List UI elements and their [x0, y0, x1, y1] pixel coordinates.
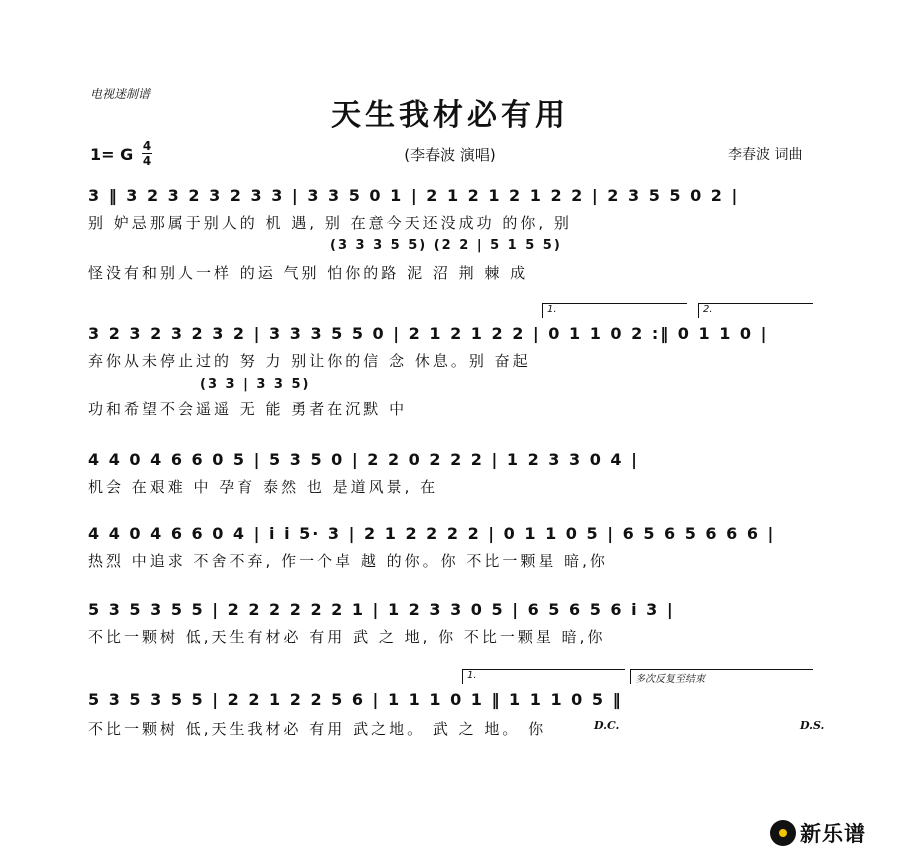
time-bottom: 4 [142, 154, 152, 168]
lyric-line-2b: 功和希望不会遥遥 无 能 勇者在沉默 中 [88, 400, 408, 418]
notation-line-4: 4 4 0 4 6 6 0 4 | i i 5· 3 | 2 1 2 2 2 2 | 0 1 1 0 5 | 6 5 6 5 6 6 6 | [88, 524, 776, 543]
time-top: 4 [142, 139, 152, 153]
volta-1-system-2: 1. [542, 303, 687, 318]
lyric-line-3: 机会 在艰难 中 孕育 泰然 也 是道风景, 在 [88, 478, 439, 496]
key-signature: 1= G [90, 145, 134, 164]
lyric-line-2a: 弃你从未停止过的 努 力 别让你的信 念 休息。别 奋起 [88, 352, 531, 370]
author-credit: 李春波 词曲 [728, 147, 803, 163]
logo-text: 新乐谱 [800, 822, 866, 846]
lyric-line-5: 不比一颗树 低,天生有材必 有用 武 之 地, 你 不比一颗星 暗,你 [88, 628, 606, 646]
volta-1-system-6: 1. [462, 669, 625, 684]
notation-line-3: 4 4 0 4 6 6 0 5 | 5 3 5 0 | 2 2 0 2 2 2 | 1 2 3 3 0 4 | [88, 450, 639, 469]
source-tag: 电视迷制谱 [90, 87, 151, 101]
lyric-line-6: 不比一颗树 低,天生我材必 有用 武之地。 武 之 地。 你 [88, 720, 547, 738]
dc-marking: D.C. [594, 719, 620, 732]
notation-line-6: 5 3 5 3 5 5 | 2 2 1 2 2 5 6 | 1 1 1 0 1 ‖ 1 1 1 0 5 ‖ [88, 690, 623, 709]
lyric-line-1b: 怪没有和别人一样 的运 气别 怕你的路 泥 沼 荆 棘 成 [88, 264, 529, 282]
song-title: 天生我材必有用 [331, 98, 569, 133]
notation-line-2: 3 2 3 2 3 2 3 2 | 3 3 3 5 5 0 | 2 1 2 1 2 2 | 0 1 1 0 2 :‖ 0 1 1 0 | [88, 324, 769, 343]
ds-marking: D.S. [800, 719, 825, 732]
volta-2-system-2: 2. [698, 303, 813, 318]
notation-line-1: 3 ‖ 3 2 3 2 3 2 3 3 | 3 3 5 0 1 | 2 1 2 1 2 1 2 2 | 2 3 5 5 0 2 | [88, 186, 740, 205]
repeat-note: 多次反复至结束 [630, 669, 813, 684]
site-logo [770, 818, 866, 848]
singer-credit: (李春波 演唱) [404, 146, 496, 164]
notation-line-1-alt: (3 3 3 5 5) (2 2 | 5 1 5 5) [330, 238, 562, 253]
notation-line-2-alt: (3 3 | 3 3 5) [200, 377, 311, 392]
lyric-line-1a: 别 妒忌那属于别人的 机 遇, 别 在意今天还没成功 的你, 别 [88, 214, 572, 232]
lyric-line-4: 热烈 中追求 不舍不弃, 作一个卓 越 的你。你 不比一颗星 暗,你 [88, 552, 608, 570]
notation-line-5: 5 3 5 3 5 5 | 2 2 2 2 2 2 1 | 1 2 3 3 0 5 | 6 5 6 5 6 i 3 | [88, 600, 675, 619]
record-disc-icon [770, 820, 796, 846]
